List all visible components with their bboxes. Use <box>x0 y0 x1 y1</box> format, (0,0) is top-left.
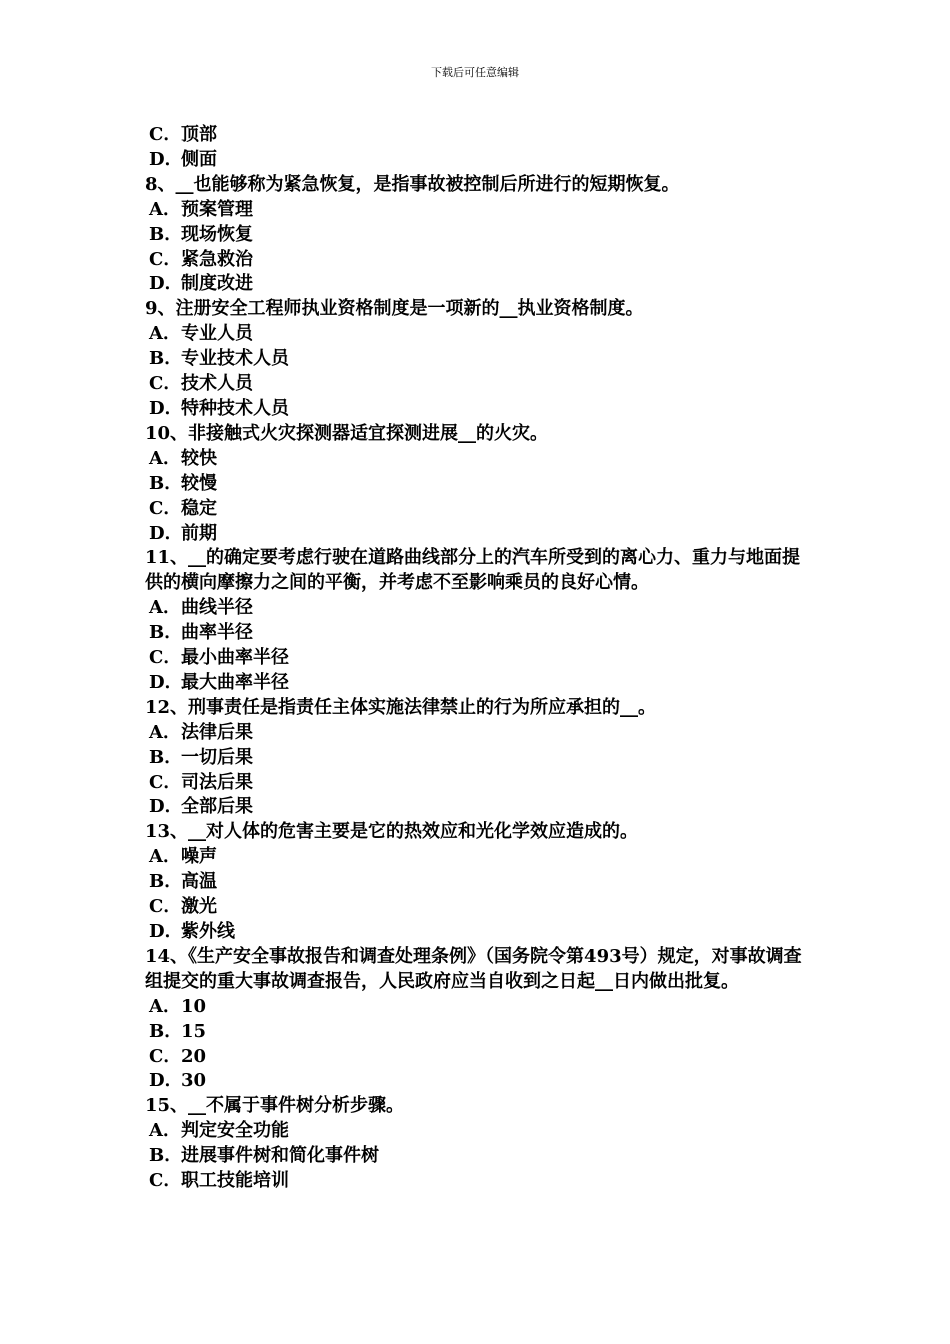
option-letter: B． <box>149 871 183 893</box>
answer-option <box>145 845 810 870</box>
option-letter: C． <box>149 1170 182 1192</box>
option-letter: D． <box>149 148 183 170</box>
answer-option <box>145 522 810 547</box>
option-text: 预案管理 <box>181 198 253 220</box>
answer-option <box>145 746 810 771</box>
answer-option <box>145 646 810 671</box>
answer-option <box>145 995 810 1020</box>
answer-option <box>145 920 810 945</box>
option-text: 制度改进 <box>181 273 253 295</box>
option-letter: B． <box>149 746 183 768</box>
question-stem: 14、《生产安全事故报告和调查处理条例》（国务院令第493号）规定，对事故调查组提交的重大事故调查报告，人民政府应当自收到之日起__日内做出批复。 <box>145 945 802 992</box>
option-text: 稳定 <box>181 497 217 519</box>
option-letter: A． <box>149 597 181 619</box>
option-letter: C． <box>149 771 182 793</box>
answer-option <box>145 1045 810 1070</box>
option-text: 20 <box>181 1045 207 1067</box>
answer-option <box>145 472 810 497</box>
option-letter: C． <box>149 497 182 519</box>
option-text: 10 <box>181 995 207 1017</box>
option-text: 高温 <box>181 871 217 893</box>
option-letter: A． <box>149 995 181 1017</box>
option-letter: D． <box>149 796 183 818</box>
option-text: 较慢 <box>181 472 217 494</box>
option-text: 司法后果 <box>181 771 253 793</box>
option-text: 侧面 <box>181 148 217 170</box>
question-stem: 11、__的确定要考虑行驶在道路曲线部分上的汽车所受到的离心力、重力与地面提供的横向摩擦力之间的平衡，并考虑不至影响乘员的良好心情。 <box>145 547 801 594</box>
option-letter: A． <box>149 721 181 743</box>
answer-option <box>145 223 810 248</box>
question-list <box>145 123 810 1194</box>
option-text: 紫外线 <box>181 921 235 942</box>
option-text: 曲线半径 <box>181 597 253 619</box>
answer-option <box>145 248 810 273</box>
option-letter: D． <box>149 1070 183 1092</box>
option-text: 全部后果 <box>181 796 253 818</box>
answer-option <box>145 870 810 895</box>
answer-option <box>145 1069 810 1094</box>
question-stem: 12、刑事责任是指责任主体实施法律禁止的行为所应承担的__。 <box>145 696 657 718</box>
answer-option <box>145 447 810 472</box>
answer-option <box>145 372 810 397</box>
option-letter: A． <box>149 323 181 345</box>
option-text: 特种技术人员 <box>181 397 289 419</box>
page-header: 下载后可任意编辑 <box>431 66 519 79</box>
option-letter: D． <box>149 921 183 942</box>
option-letter: B． <box>149 1145 183 1167</box>
option-letter: B． <box>149 223 183 245</box>
answer-option <box>145 397 810 422</box>
option-letter: A． <box>149 846 181 868</box>
option-text: 专业人员 <box>181 323 253 345</box>
option-text: 法律后果 <box>181 721 253 743</box>
question-stem: 10、非接触式火灾探测器适宜探测进展__的火灾。 <box>145 422 549 444</box>
option-letter: B． <box>149 622 183 644</box>
option-letter: C． <box>149 647 182 669</box>
option-text: 进展事件树和简化事件树 <box>181 1145 379 1167</box>
option-text: 激光 <box>181 896 217 918</box>
option-letter: A． <box>149 1120 181 1142</box>
option-letter: C． <box>149 373 182 395</box>
answer-option <box>145 621 810 646</box>
option-letter: C． <box>149 896 182 918</box>
option-text: 最大曲率半径 <box>181 671 289 693</box>
option-letter: D． <box>149 671 183 693</box>
option-letter: D． <box>149 273 183 295</box>
option-text: 30 <box>181 1070 207 1092</box>
answer-option <box>145 347 810 372</box>
answer-option <box>145 1169 810 1194</box>
option-text: 噪声 <box>181 846 217 868</box>
option-text: 技术人员 <box>181 373 253 395</box>
answer-option <box>145 322 810 347</box>
question-stem: 15、__不属于事件树分析步骤。 <box>145 1095 405 1117</box>
question-stem: 9、注册安全工程师执业资格制度是一项新的__执业资格制度。 <box>145 298 644 320</box>
option-text: 顶部 <box>181 124 217 145</box>
answer-option <box>145 671 810 696</box>
answer-option <box>145 1119 810 1144</box>
option-text: 较快 <box>181 447 217 469</box>
option-letter: B． <box>149 348 183 370</box>
option-letter: C． <box>149 1045 182 1067</box>
option-text: 一切后果 <box>181 746 253 768</box>
option-text: 最小曲率半径 <box>181 647 289 669</box>
option-letter: B． <box>149 1020 183 1042</box>
answer-option <box>145 1144 810 1169</box>
option-letter: D． <box>149 397 183 419</box>
answer-option <box>145 721 810 746</box>
answer-option <box>145 497 810 522</box>
answer-option <box>145 771 810 796</box>
option-text: 专业技术人员 <box>181 348 289 370</box>
option-letter: C． <box>149 248 182 270</box>
option-letter: A． <box>149 447 181 469</box>
option-text: 现场恢复 <box>181 223 253 245</box>
answer-option <box>145 596 810 621</box>
option-letter: B． <box>149 472 183 494</box>
option-letter: C． <box>149 124 182 145</box>
option-text: 紧急救治 <box>181 248 253 270</box>
answer-option <box>145 123 810 148</box>
answer-option <box>145 272 810 297</box>
answer-option <box>145 198 810 223</box>
question-stem: 13、__对人体的危害主要是它的热效应和光化学效应造成的。 <box>145 821 639 843</box>
option-text: 职工技能培训 <box>181 1170 289 1192</box>
answer-option <box>145 148 810 173</box>
question-stem: 8、__也能够称为紧急恢复，是指事故被控制后所进行的短期恢复。 <box>145 173 680 195</box>
option-text: 判定安全功能 <box>181 1120 289 1142</box>
option-letter: A． <box>149 198 181 220</box>
option-letter: D． <box>149 522 183 544</box>
answer-option <box>145 1020 810 1045</box>
answer-option <box>145 795 810 820</box>
answer-option <box>145 895 810 920</box>
option-text: 曲率半径 <box>181 622 253 644</box>
option-text: 15 <box>181 1020 207 1042</box>
option-text: 前期 <box>181 522 217 544</box>
